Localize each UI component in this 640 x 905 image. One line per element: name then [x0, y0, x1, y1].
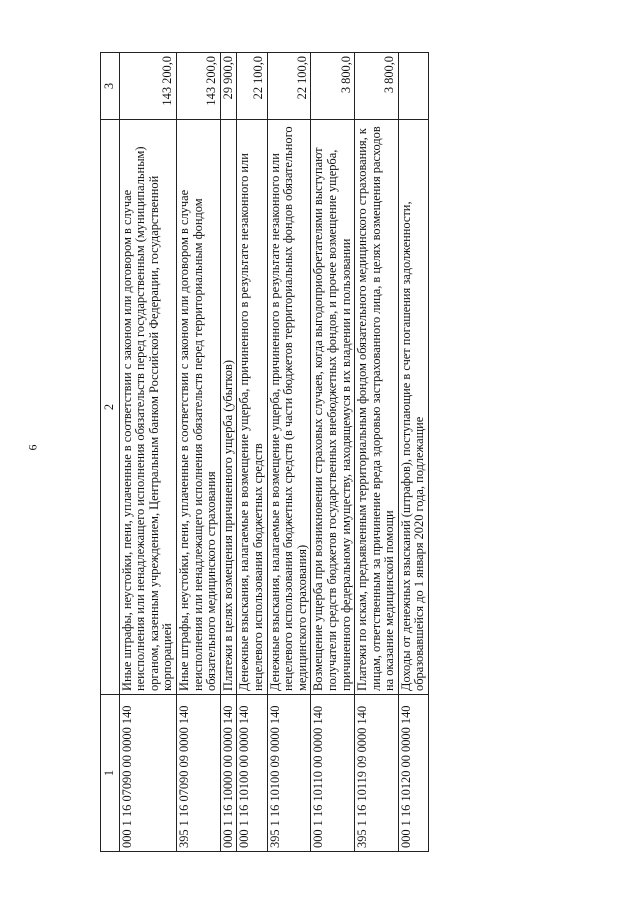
row-amount: 143 200,0	[176, 53, 220, 120]
table-header-row	[101, 53, 120, 852]
row-code: 395 1 16 07090 09 0000 140	[176, 695, 220, 852]
row-code: 395 1 16 10100 09 0000 140	[267, 695, 311, 852]
table-row	[267, 53, 311, 852]
table-row	[220, 53, 237, 852]
row-description: Платежи по искам, предъявленным территориальным фондом обязательного медицинского страхования, к лицам, ответственным за причинение вреда здоровью застрахованного лица, в целях возмещения расходов на оказание медицинской помощи	[355, 120, 399, 695]
row-description: Иные штрафы, неустойки, пени, уплаченные в соответствии с законом или договором в случае неисполнения или ненадлежащего исполнения обязательств перед государственным (муниципальным) органом, казенным учреждением, Центральным банком Российской Федерации, государственной корпорацией	[119, 120, 176, 695]
row-code: 000 1 16 07090 00 0000 140	[119, 695, 176, 852]
header-col-2: 2	[101, 120, 120, 695]
row-amount: 22 100,0	[237, 53, 267, 120]
row-description: Иные штрафы, неустойки, пени, уплаченные в соответствии с законом или договором в случае неисполнения или ненадлежащего исполнения обязательств перед территориальным фондом обязательного медицинского страхования	[176, 120, 220, 695]
row-code: 000 1 16 10100 00 0000 140	[237, 695, 267, 852]
revenue-table	[100, 52, 429, 852]
row-code: 000 1 16 10110 00 0000 140	[311, 695, 355, 852]
row-description: Доходы от денежных взысканий (штрафов), поступающие в счет погашения задолженности, образовавшейся до 1 января 2020 года, подлежащие	[398, 120, 428, 695]
row-amount: 3 800,0	[311, 53, 355, 120]
row-amount: 3 800,0	[355, 53, 399, 120]
table-row	[311, 53, 355, 852]
row-code: 000 1 16 10000 00 0000 140	[220, 695, 237, 852]
row-code: 000 1 16 10120 00 0000 140	[398, 695, 428, 852]
row-amount	[398, 53, 428, 120]
row-amount: 143 200,0	[119, 53, 176, 120]
table-row	[398, 53, 428, 852]
header-col-1: 1	[101, 695, 120, 852]
row-description: Денежные взыскания, налагаемые в возмещение ущерба, причиненного в результате незаконного или нецелевого использования бюджетных средств (в части бюджетов территориальных фондов обязательного медицинского страхования)	[267, 120, 311, 695]
rotated-page	[100, 52, 570, 852]
row-description: Платежи в целях возмещения причиненного ущерба (убытков)	[220, 120, 237, 695]
row-code: 395 1 16 10119 09 0000 140	[355, 695, 399, 852]
header-col-3: 3	[101, 53, 120, 120]
row-amount: 22 100,0	[267, 53, 311, 120]
table-row	[119, 53, 176, 852]
row-description: Денежные взыскания, налагаемые в возмещение ущерба, причиненного в результате незаконного или нецелевого использования бюджетных средств	[237, 120, 267, 695]
row-amount: 29 900,0	[220, 53, 237, 120]
page-number: 6	[25, 444, 40, 451]
row-description: Возмещение ущерба при возникновении страховых случаев, когда выгодоприобретателями выступают получатели средств бюджетов государственных внебюджетных фондов, и прочее возмещение ущерба, причиненного федеральному имуществу, находящемуся в их владении и пользовании	[311, 120, 355, 695]
table-row	[237, 53, 267, 852]
table-row	[355, 53, 399, 852]
table-row	[176, 53, 220, 852]
